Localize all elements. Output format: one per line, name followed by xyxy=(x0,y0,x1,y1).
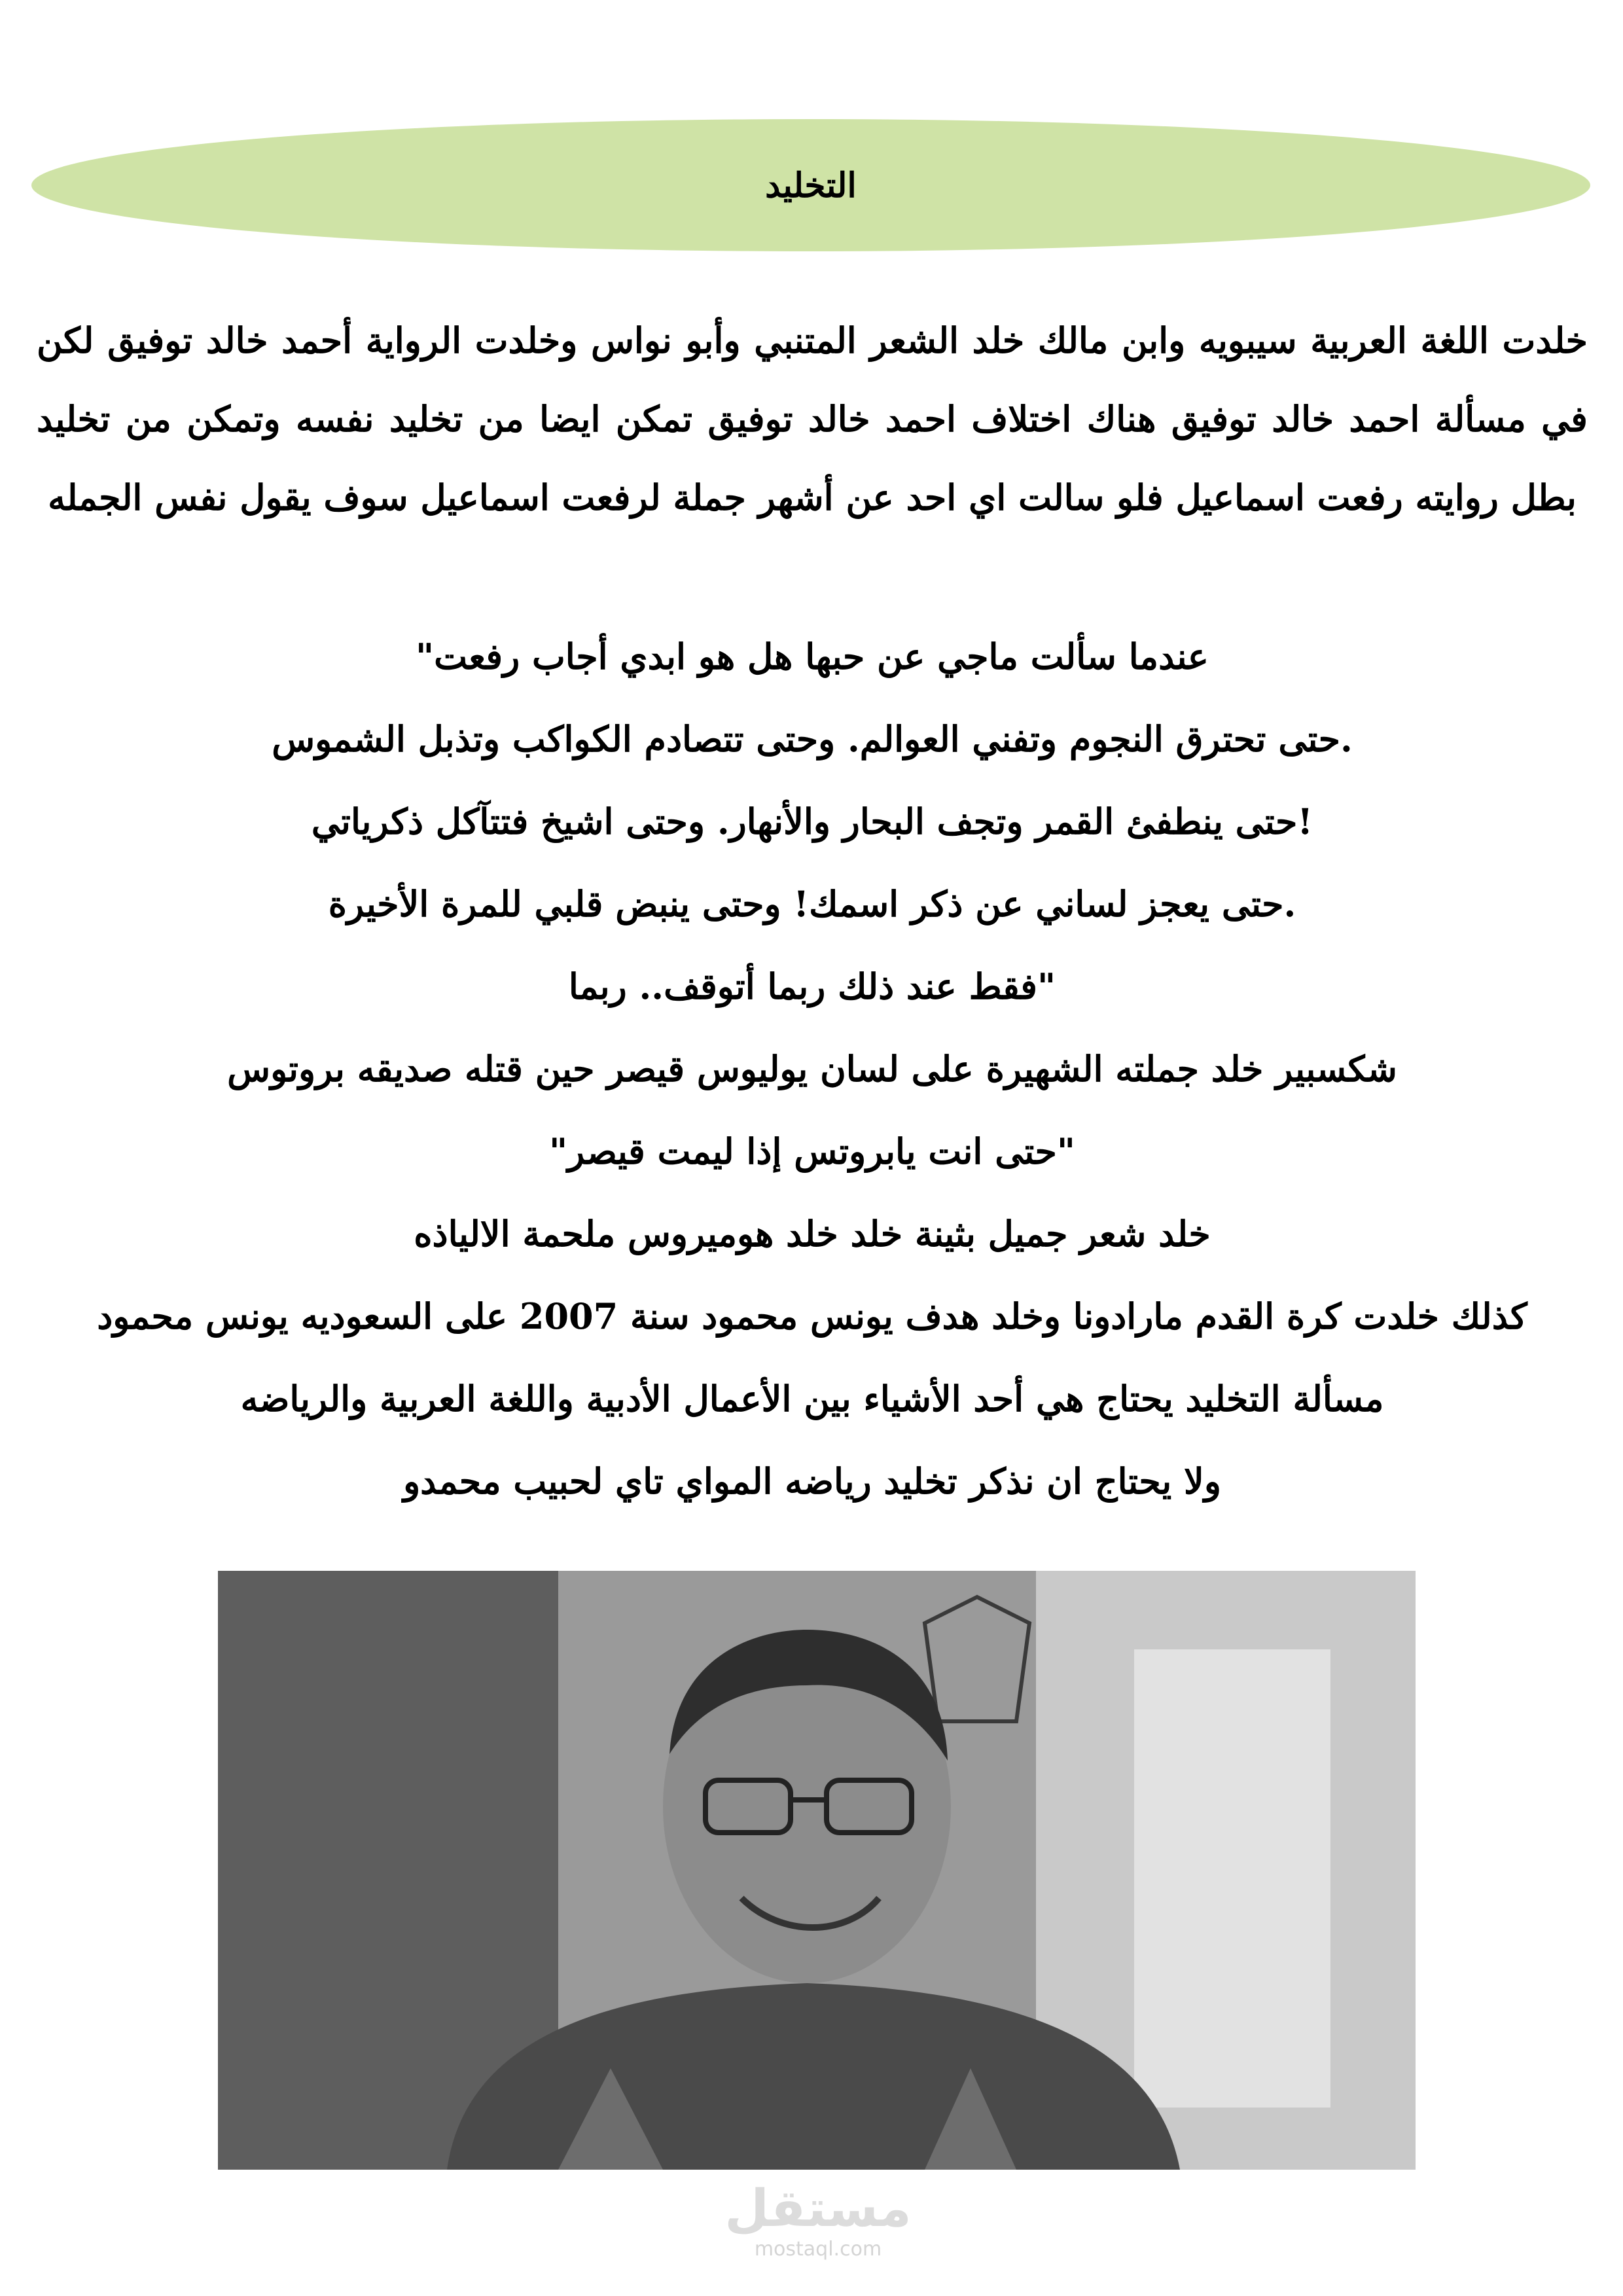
page-title: التخليد xyxy=(765,165,857,206)
text-line: .حتى يعجز لساني عن ذكر اسمك! وحتى ينبض قلبي للمرة الأخيرة xyxy=(328,883,1296,925)
text-line: شكسبير خلد جملته الشهيرة على لسان يوليوس قيصر حين قتله صديقه بروتوس xyxy=(227,1048,1397,1090)
title-banner xyxy=(31,119,1590,251)
text-line: كذلك خلدت كرة القدم مارادونا وخلد هدف يونس محمود سنة 2007 على السعوديه يونس محمود xyxy=(97,1295,1527,1337)
mostaql-watermark xyxy=(713,2179,923,2265)
author-photo xyxy=(218,1571,1416,2170)
text-line: خلد شعر جميل بثينة خلد خلد هوميروس ملحمة الالياذه xyxy=(414,1213,1211,1255)
text-line: ولا يحتاج ان نذكر تخليد رياضه المواي تاي لحبيب محمدو xyxy=(403,1460,1221,1502)
text-line: مسألة التخليد يحتاج هي أحد الأشياء بين الأعمال الأدبية واللغة العربية والرياضه xyxy=(240,1378,1384,1420)
quote-lines xyxy=(37,615,1588,1522)
text-line: !حتى ينطفئ القمر وتجف البحار والأنهار. وحتى اشيخ فتتآكل ذكرياتي xyxy=(311,800,1313,842)
text-line: عندما سألت ماجي عن حبها هل هو ابدي أجاب رفعت" xyxy=(416,636,1209,677)
text-line: "فقط عند ذلك ربما أتوقف.. ربما xyxy=(568,965,1056,1007)
text-line: "حتى انت يابروتس إذا ليمت قيصر" xyxy=(548,1130,1076,1172)
logo-latin: mostaql.com xyxy=(754,2238,882,2261)
portrait-illustration xyxy=(218,1571,1416,2170)
text-line: .حتى تحترق النجوم وتفني العوالم. وحتى تتصادم الكواكب وتذبل الشموس xyxy=(272,718,1353,760)
logo-arabic: مستقل xyxy=(724,2179,912,2238)
intro-paragraph: خلدت اللغة العربية سيبويه وابن مالك خلد الشعر المتنبي وأبو نواس وخلدت الرواية أحمد خالد توفيق لكن في مسألة احمد خالد توفيق هناك اختلاف احمد خالد توفيق تمكن ايضا من تخليد نفسه وتمكن من تخليد بطل روايته رفعت اسماعيل فلو سالت اي احد عن أشهر جملة لرفعت اسماعيل سوف يقول نفس الجمله xyxy=(37,319,1588,518)
